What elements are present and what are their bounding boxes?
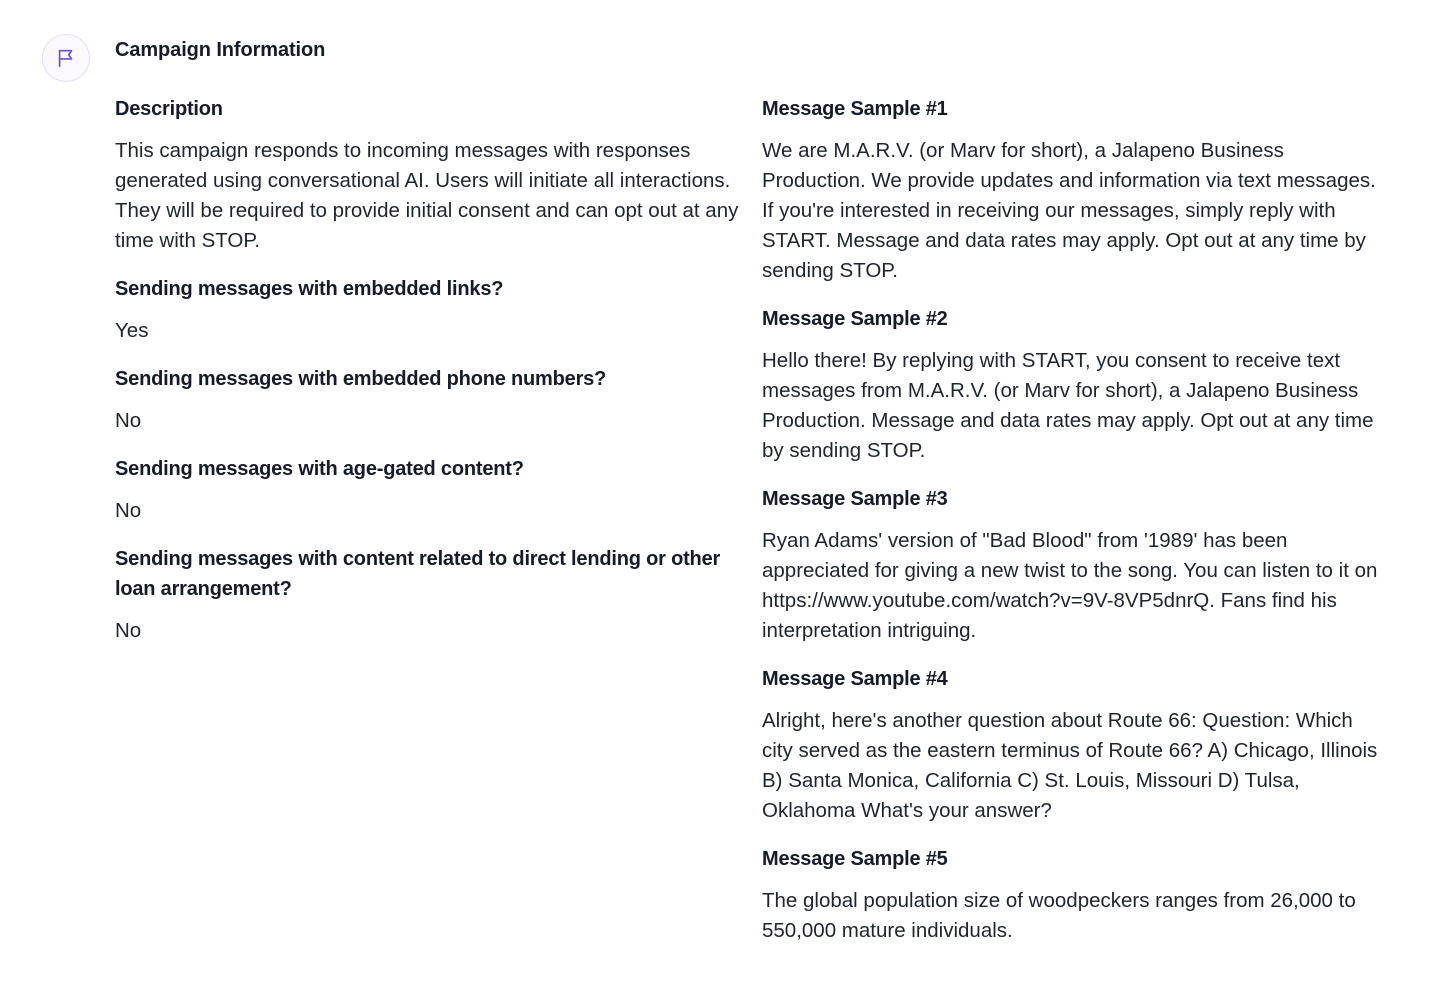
message-sample-3 [762, 484, 1387, 646]
direct-lending-label: Sending messages with content related to direct lending or other loan arrangement? [115, 548, 721, 600]
message-sample-4-text: Alright, here's another question about Route 66: Question: Which city served as the eastern terminus of Route 66? A) Chicago, Illinois B) Santa Monica, California C) St. Louis, Missouri D) Tulsa, Oklahoma What's your answer? [762, 709, 1378, 822]
description-field [115, 94, 740, 256]
embedded-links-value: Yes [115, 319, 149, 342]
age-gated-content-value: No [115, 499, 142, 522]
message-sample-1-label: Message Sample #1 [762, 98, 948, 120]
description-label: Description [115, 98, 223, 120]
message-sample-3-text: Ryan Adams' version of "Bad Blood" from '1989' has been appreciated for giving a new twist to the song. You can listen to it on https://www.youtube.com/watch?v=9V-8VP5dnrQ. Fans find his interpretation intriguing. [762, 529, 1378, 642]
message-sample-1 [762, 94, 1387, 286]
age-gated-content-label: Sending messages with age-gated content? [115, 458, 524, 480]
message-sample-4 [762, 664, 1387, 826]
message-sample-1-text: We are M.A.R.V. (or Marv for short), a Jalapeno Business Production. We provide updates and information via text messages. If you're interested in receiving our messages, simply reply with START. Message and data rates may apply. Opt out at any time by sending STOP. [762, 139, 1376, 282]
message-sample-5-text: The global population size of woodpeckers ranges from 26,000 to 550,000 mature individuals. [762, 889, 1356, 942]
embedded-phone-numbers-field [115, 364, 740, 436]
message-sample-5-label: Message Sample #5 [762, 848, 948, 870]
direct-lending-value: No [115, 619, 142, 642]
message-sample-2-text: Hello there! By replying with START, you consent to receive text messages from M.A.R.V. (or Marv for short), a Jalapeno Business Production. Message and data rates may apply. Opt out at any time by sending STOP. [762, 349, 1374, 462]
embedded-links-label: Sending messages with embedded links? [115, 278, 504, 300]
flag-icon [55, 47, 77, 69]
embedded-links-field [115, 274, 740, 346]
section-title: Campaign Information [115, 39, 326, 61]
campaign-details-column [115, 94, 740, 646]
message-samples-column [762, 94, 1387, 946]
direct-lending-field [115, 544, 740, 646]
description-value: This campaign responds to incoming messages with responses generated using conversational AI. Users will initiate all interactions. They will be required to provide initial consent and can opt out at any time with STOP. [115, 139, 739, 252]
message-sample-5 [762, 844, 1387, 946]
message-sample-3-label: Message Sample #3 [762, 488, 948, 510]
message-sample-2 [762, 304, 1387, 466]
message-sample-4-label: Message Sample #4 [762, 668, 948, 690]
embedded-phone-numbers-label: Sending messages with embedded phone numbers? [115, 368, 607, 390]
embedded-phone-numbers-value: No [115, 409, 142, 432]
campaign-icon-badge [42, 34, 90, 82]
message-sample-2-label: Message Sample #2 [762, 308, 948, 330]
age-gated-content-field [115, 454, 740, 526]
